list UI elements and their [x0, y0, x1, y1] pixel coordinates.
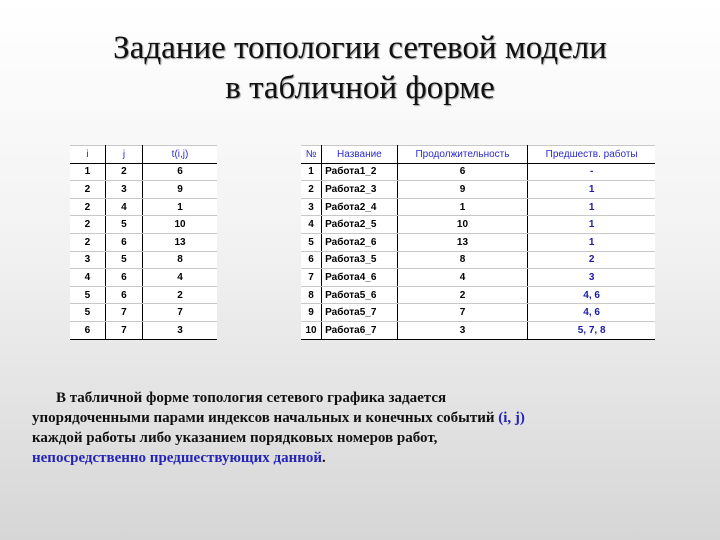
table-cell: 13 — [397, 233, 528, 251]
table-cell: 7 — [143, 304, 217, 322]
table-cell: 4, 6 — [528, 304, 655, 322]
description-paragraph — [32, 388, 702, 468]
paragraph-text: упорядоченными парами индексов начальных и конечных событий — [32, 410, 499, 426]
table-cell: 5 — [70, 304, 105, 322]
paragraph-line — [32, 448, 702, 468]
table-cell: 5 — [70, 286, 105, 304]
column-header: t(i,j) — [143, 146, 217, 164]
table-cell: 4 — [70, 269, 105, 287]
table-cell: 4 — [143, 269, 217, 287]
table-cell: Работа2_4 — [322, 198, 398, 216]
table-cell: 5 — [105, 251, 142, 269]
table-cell: Работа3_5 — [322, 251, 398, 269]
table-row — [70, 198, 217, 216]
table-cell: 2 — [397, 286, 528, 304]
table-cell: Работа2_5 — [322, 216, 398, 234]
table-cell: 1 — [528, 181, 655, 199]
column-header: i — [70, 146, 105, 164]
table-row — [301, 198, 655, 216]
slide-title — [0, 28, 720, 108]
table-cell: 3 — [301, 198, 322, 216]
table-row — [301, 251, 655, 269]
table-cell: Работа1_2 — [322, 163, 398, 181]
table-row — [301, 233, 655, 251]
table-cell: 10 — [397, 216, 528, 234]
table-cell: 6 — [143, 163, 217, 181]
table-cell: Работа5_7 — [322, 304, 398, 322]
table-row — [70, 181, 217, 199]
table-cell: 10 — [301, 321, 322, 339]
table-row — [70, 163, 217, 181]
table-header-row — [70, 146, 217, 164]
highlight-text: непосредственно предшествующих данной — [32, 450, 322, 466]
table-cell: 4 — [301, 216, 322, 234]
table-cell: Работа2_6 — [322, 233, 398, 251]
table-cell: 1 — [528, 216, 655, 234]
table-cell: 2 — [70, 233, 105, 251]
table-cell: 1 — [528, 233, 655, 251]
table-cell: 6 — [397, 163, 528, 181]
table-cell: 3 — [528, 269, 655, 287]
title-line-1: Задание топологии сетевой модели — [113, 30, 607, 66]
table-row — [70, 304, 217, 322]
table-cell: Работа5_6 — [322, 286, 398, 304]
table-cell: 6 — [105, 269, 142, 287]
paragraph-line: каждой работы либо указанием порядковых номеров работ, — [32, 430, 438, 446]
table-cell: 4, 6 — [528, 286, 655, 304]
table-header-row — [301, 146, 655, 164]
column-header: Продолжительность — [397, 146, 528, 164]
table-cell: 2 — [143, 286, 217, 304]
title-line-2: в табличной форме — [225, 70, 495, 106]
table-row — [70, 233, 217, 251]
table-cell: 5 — [301, 233, 322, 251]
table-cell: Работа6_7 — [322, 321, 398, 339]
table-cell: 10 — [143, 216, 217, 234]
table-cell: 9 — [397, 181, 528, 199]
table-cell: 1 — [397, 198, 528, 216]
table-cell: 7 — [301, 269, 322, 287]
table-cell: 3 — [143, 321, 217, 339]
table-cell: 1 — [143, 198, 217, 216]
column-header: Предшеств. работы — [528, 146, 655, 164]
table-cell: 7 — [105, 321, 142, 339]
table-row — [70, 286, 217, 304]
table-cell: 4 — [397, 269, 528, 287]
table-row — [301, 181, 655, 199]
event-pairs-table — [70, 145, 217, 340]
table-cell: 8 — [397, 251, 528, 269]
table-cell: Работа2_3 — [322, 181, 398, 199]
table-cell: 8 — [143, 251, 217, 269]
table-cell: 6 — [70, 321, 105, 339]
table-cell: 9 — [301, 304, 322, 322]
table-row — [301, 304, 655, 322]
table-cell: 2 — [301, 181, 322, 199]
table-row — [301, 163, 655, 181]
table-cell: - — [528, 163, 655, 181]
column-header: j — [105, 146, 142, 164]
table-row — [301, 286, 655, 304]
table-cell: 6 — [105, 233, 142, 251]
table-row — [70, 216, 217, 234]
table-cell: 6 — [301, 251, 322, 269]
works-table — [301, 145, 655, 340]
table-row — [301, 216, 655, 234]
table-row — [70, 321, 217, 339]
table-row — [70, 251, 217, 269]
table-cell: 9 — [143, 181, 217, 199]
table-cell: 3 — [70, 251, 105, 269]
table-cell: 5, 7, 8 — [528, 321, 655, 339]
table-cell: 2 — [105, 163, 142, 181]
column-header: Название — [322, 146, 398, 164]
table-cell: 13 — [143, 233, 217, 251]
table-cell: 7 — [397, 304, 528, 322]
table-cell: 2 — [70, 198, 105, 216]
table-cell: Работа4_6 — [322, 269, 398, 287]
table-cell: 2 — [528, 251, 655, 269]
table-cell: 8 — [301, 286, 322, 304]
table-cell: 1 — [301, 163, 322, 181]
table-cell: 2 — [70, 216, 105, 234]
table-cell: 1 — [70, 163, 105, 181]
paragraph-text: . — [322, 450, 326, 466]
highlight-text: (i, j) — [498, 410, 525, 426]
table-cell: 4 — [105, 198, 142, 216]
table-cell: 1 — [528, 198, 655, 216]
table-cell: 5 — [105, 216, 142, 234]
table-cell: 6 — [105, 286, 142, 304]
table-cell: 2 — [70, 181, 105, 199]
table-row — [301, 269, 655, 287]
table-cell: 3 — [105, 181, 142, 199]
table-cell: 7 — [105, 304, 142, 322]
table-row — [70, 269, 217, 287]
column-header: № — [301, 146, 322, 164]
table-row — [301, 321, 655, 339]
paragraph-line: В табличной форме топология сетевого графика задается — [56, 390, 447, 406]
table-cell: 3 — [397, 321, 528, 339]
paragraph-line — [32, 408, 702, 428]
